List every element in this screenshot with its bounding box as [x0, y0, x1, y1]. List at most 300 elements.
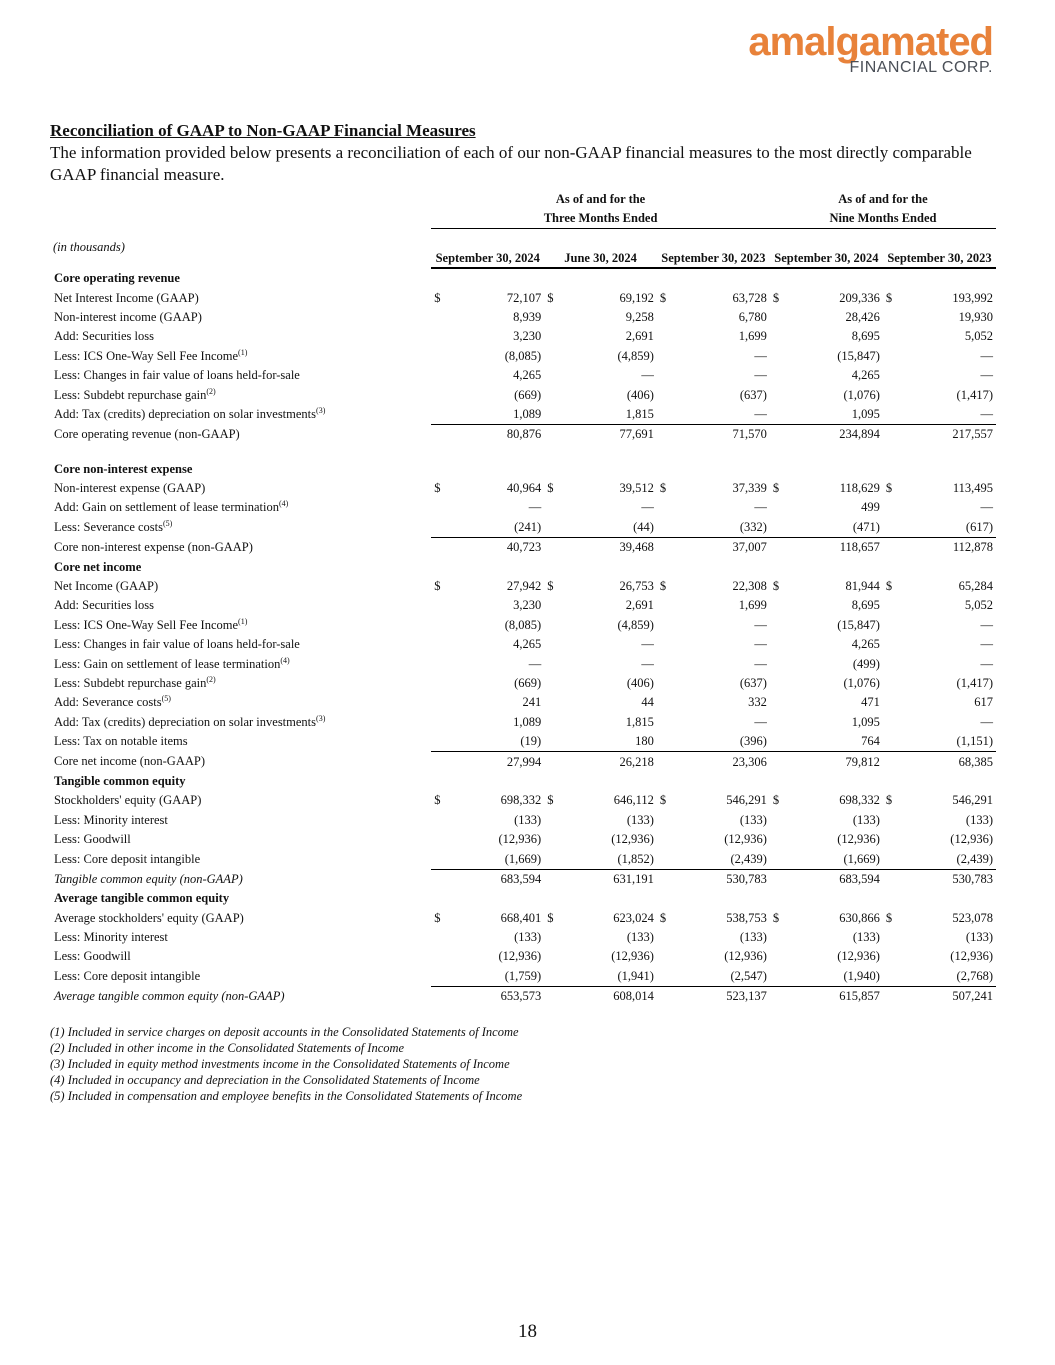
row-label: [50, 327, 431, 346]
currency-cell: [770, 538, 784, 558]
section-heading: Reconciliation of GAAP to Non-GAAP Financial Measures: [50, 121, 476, 140]
value-cell: 698,332: [500, 793, 542, 808]
footnote-ref: (2): [206, 674, 216, 684]
empty-cell: [431, 268, 445, 288]
row-label: [50, 308, 431, 327]
value-cell: 698,332: [839, 793, 880, 808]
value-cell: 615,857: [784, 987, 883, 1007]
empty-cell: [657, 268, 671, 288]
currency-cell: [544, 308, 558, 327]
currency-cell: [657, 327, 671, 346]
empty-cell: [559, 557, 657, 576]
row-label: [50, 347, 431, 366]
currency-cell: [431, 967, 445, 987]
value-cell: 608,014: [559, 987, 657, 1007]
row-label: [50, 752, 431, 772]
currency-cell: [657, 616, 671, 635]
row-label-text: Less: Gain on settlement of lease termination: [54, 656, 281, 671]
row-label: [50, 889, 431, 908]
row-label-text: Less: ICS One-Way Sell Fee Income: [54, 348, 239, 363]
currency-cell: [431, 327, 445, 346]
total-row: [50, 869, 996, 889]
currency-cell: [544, 967, 558, 987]
value-cell: 217,557: [897, 425, 996, 445]
currency-cell: $: [885, 481, 893, 496]
value-cell: —: [754, 368, 767, 383]
empty-cell: [657, 460, 671, 479]
currency-cell: [883, 967, 897, 987]
currency-cell: [883, 518, 897, 538]
empty-cell: [559, 460, 657, 479]
value-cell: —: [980, 406, 993, 421]
row-label: [50, 791, 431, 810]
row-label-text: Less: Changes in fair value of loans held-for-sale: [54, 637, 300, 652]
footnote: (1) Included in service charges on deposit accounts in the Consolidated Statements of Income: [50, 1025, 519, 1039]
row-label: [50, 869, 431, 889]
row-label-text: Less: Goodwill: [54, 832, 131, 847]
value-cell: (669): [514, 676, 542, 690]
value-cell: (2,439): [730, 851, 767, 866]
currency-cell: $: [547, 910, 554, 925]
row-label: [50, 366, 431, 385]
value-cell: (1,151): [956, 734, 993, 749]
row-label-text: Add: Gain on settlement of lease termination: [54, 500, 279, 515]
value-cell: 530,783: [897, 869, 996, 889]
value-cell: (2,547): [730, 968, 767, 983]
value-cell: (2,768): [956, 968, 993, 983]
currency-cell: [657, 752, 671, 772]
row-label: [50, 557, 431, 576]
value-cell: —: [980, 348, 993, 363]
currency-cell: $: [772, 793, 780, 808]
currency-cell: [544, 518, 558, 538]
value-cell: (406): [626, 676, 654, 690]
value-cell: 668,401: [500, 910, 542, 925]
row-label-text: Core net income (non-GAAP): [54, 754, 206, 769]
currency-cell: [431, 405, 445, 425]
table-row: [50, 308, 996, 327]
group-nine-months-line2: Nine Months Ended: [770, 209, 996, 229]
row-label-text: Average tangible common equity (non-GAAP): [54, 989, 285, 1003]
value-cell: —: [980, 714, 993, 729]
currency-cell: [544, 366, 558, 385]
value-cell: 5,052: [964, 598, 993, 613]
value-cell: 241: [522, 695, 542, 710]
value-cell: 68,385: [897, 752, 996, 772]
value-cell: (133): [739, 812, 767, 827]
value-cell: (499): [852, 656, 880, 671]
value-cell: —: [980, 637, 993, 652]
value-cell: —: [528, 500, 542, 515]
value-cell: —: [980, 368, 993, 383]
currency-cell: [544, 811, 558, 830]
empty-cell: [544, 268, 558, 288]
value-cell: 71,570: [671, 425, 770, 445]
empty-cell: [784, 889, 883, 908]
value-cell: (133): [739, 930, 767, 945]
currency-cell: [770, 967, 784, 987]
currency-cell: [883, 498, 897, 517]
currency-cell: [883, 849, 897, 869]
value-cell: 1,095: [851, 714, 880, 729]
row-label-text: Stockholders' equity (GAAP): [54, 793, 202, 808]
value-cell: —: [528, 656, 542, 671]
value-cell: 631,191: [559, 869, 657, 889]
currency-cell: [770, 693, 784, 712]
currency-cell: [544, 538, 558, 558]
currency-cell: [883, 347, 897, 366]
currency-cell: [770, 928, 784, 947]
currency-cell: [657, 674, 671, 693]
empty-cell: [770, 772, 784, 791]
row-label-text: Less: Subdebt repurchase gain: [54, 387, 207, 402]
value-cell: (332): [739, 519, 767, 534]
value-cell: 69,192: [619, 290, 654, 305]
value-cell: (15,847): [837, 348, 880, 363]
table-row: [50, 366, 996, 385]
currency-cell: [657, 967, 671, 987]
value-cell: 530,783: [671, 869, 770, 889]
logo-wordmark: amalgamated: [748, 20, 993, 64]
table-row: [50, 288, 996, 307]
row-label-text: Less: Subdebt repurchase gain: [54, 676, 207, 690]
row-label-text: Less: Minority interest: [54, 930, 168, 945]
value-cell: 4,265: [513, 368, 542, 383]
row-label: [50, 498, 431, 517]
value-cell: (15,847): [837, 617, 880, 632]
row-label: [50, 616, 431, 635]
currency-cell: [657, 538, 671, 558]
value-cell: 4,265: [851, 368, 880, 383]
value-cell: —: [641, 656, 654, 671]
currency-cell: [544, 713, 558, 732]
value-cell: 4,265: [851, 637, 880, 652]
currency-cell: [544, 674, 558, 693]
footnote-ref: (3): [316, 406, 326, 416]
row-label-text: Less: Severance costs: [54, 520, 163, 535]
currency-cell: [883, 732, 897, 752]
empty-cell: [671, 460, 770, 479]
row-label-text: Add: Tax (credits) depreciation on solar investments: [54, 714, 317, 729]
currency-cell: [883, 616, 897, 635]
currency-cell: [431, 732, 445, 752]
value-cell: 209,336: [839, 290, 880, 305]
row-label: [50, 405, 431, 425]
value-cell: 79,812: [784, 752, 883, 772]
currency-cell: $: [659, 793, 667, 808]
footnote: (4) Included in occupancy and depreciation in the Consolidated Statements of Income: [50, 1073, 480, 1087]
value-cell: 523,137: [671, 987, 770, 1007]
value-cell: (12,936): [837, 832, 880, 847]
value-cell: 72,107: [506, 290, 542, 305]
row-label-text: Less: ICS One-Way Sell Fee Income: [54, 617, 239, 632]
table-row: [50, 518, 996, 538]
currency-cell: $: [434, 793, 441, 808]
currency-cell: $: [659, 481, 667, 496]
currency-cell: [544, 385, 558, 404]
currency-cell: [431, 693, 445, 712]
value-cell: (133): [852, 930, 880, 945]
currency-cell: [431, 385, 445, 404]
table-row: [50, 830, 996, 849]
value-cell: (12,936): [724, 949, 767, 964]
value-cell: (133): [626, 930, 654, 945]
empty-cell: [559, 889, 657, 908]
value-cell: (637): [739, 387, 767, 402]
value-cell: (8,085): [504, 617, 542, 632]
currency-cell: [431, 635, 445, 654]
value-cell: (2,439): [956, 851, 993, 866]
table-row: [50, 928, 996, 947]
currency-cell: [883, 538, 897, 558]
currency-cell: $: [434, 481, 441, 496]
value-cell: (406): [626, 387, 654, 402]
row-label-text: Average stockholders' equity (GAAP): [54, 910, 244, 925]
row-label: [50, 635, 431, 654]
table-row: [50, 947, 996, 966]
currency-cell: [657, 987, 671, 1007]
footnote-ref: (2): [206, 386, 216, 396]
value-cell: 623,024: [613, 910, 654, 925]
currency-cell: [770, 674, 784, 693]
empty-cell: [544, 772, 558, 791]
empty-cell: [671, 772, 770, 791]
currency-cell: [770, 366, 784, 385]
row-label: [50, 732, 431, 752]
currency-cell: [544, 347, 558, 366]
spacer-cell: [50, 445, 996, 460]
row-label: [50, 460, 431, 479]
currency-cell: [431, 538, 445, 558]
currency-cell: [431, 674, 445, 693]
value-cell: —: [641, 500, 654, 515]
currency-cell: $: [885, 793, 893, 808]
column-header: June 30, 2024: [544, 229, 657, 269]
currency-cell: [883, 366, 897, 385]
currency-cell: [431, 849, 445, 869]
row-label: [50, 830, 431, 849]
empty-cell: [446, 889, 545, 908]
currency-cell: [544, 947, 558, 966]
currency-cell: [544, 752, 558, 772]
currency-cell: [657, 849, 671, 869]
empty-cell: [544, 460, 558, 479]
currency-cell: [657, 366, 671, 385]
currency-cell: [770, 987, 784, 1007]
row-label: [50, 425, 431, 445]
row-label-text: Non-interest income (GAAP): [54, 309, 202, 324]
row-label: [50, 479, 431, 498]
currency-cell: [544, 498, 558, 517]
footnote: (3) Included in equity method investments income in the Consolidated Statements of Income: [50, 1057, 510, 1071]
row-label-text: Core non-interest expense: [54, 461, 193, 476]
empty-cell: [883, 557, 897, 576]
currency-cell: [431, 830, 445, 849]
currency-cell: $: [659, 290, 667, 305]
currency-cell: [770, 654, 784, 673]
row-label-text: Add: Tax (credits) depreciation on solar investments: [54, 407, 317, 422]
empty-cell: [431, 557, 445, 576]
value-cell: 471: [861, 695, 880, 710]
currency-cell: [883, 327, 897, 346]
value-cell: (12,936): [837, 949, 880, 964]
currency-cell: [431, 869, 445, 889]
value-cell: 40,964: [506, 481, 542, 496]
group-three-months-line1: As of and for the: [555, 192, 646, 206]
column-header-row: [50, 229, 996, 269]
row-label-text: Net Interest Income (GAAP): [54, 290, 199, 305]
currency-cell: [770, 498, 784, 517]
company-logo: [748, 22, 993, 76]
currency-cell: [657, 498, 671, 517]
currency-cell: [431, 308, 445, 327]
row-label: [50, 577, 431, 596]
intro-paragraph: The information provided below presents a reconciliation of each of our non-GAAP financial measures to the most directly comparable GAAP financial measure.: [50, 143, 972, 184]
currency-cell: [770, 752, 784, 772]
value-cell: (1,417): [956, 676, 993, 690]
currency-cell: [770, 830, 784, 849]
currency-cell: [431, 518, 445, 538]
currency-cell: [883, 752, 897, 772]
table-row: [50, 811, 996, 830]
value-cell: 523,078: [952, 910, 993, 925]
value-cell: 65,284: [958, 579, 993, 594]
table-row: [50, 347, 996, 366]
currency-cell: $: [547, 290, 554, 305]
empty-cell: [897, 772, 996, 791]
empty-cell: [897, 460, 996, 479]
currency-cell: $: [772, 290, 780, 305]
value-cell: 22,308: [732, 579, 767, 594]
currency-cell: [770, 732, 784, 752]
currency-cell: [770, 869, 784, 889]
empty-cell: [544, 889, 558, 908]
value-cell: (1,941): [617, 968, 654, 983]
value-cell: 118,629: [839, 481, 880, 496]
currency-cell: [544, 635, 558, 654]
row-label-text: Less: Core deposit intangible: [54, 969, 201, 984]
value-cell: —: [641, 368, 654, 383]
row-label: [50, 596, 431, 615]
value-cell: 4,265: [513, 637, 542, 652]
empty-cell: [446, 460, 545, 479]
value-cell: 26,218: [559, 752, 657, 772]
footnote-ref: (5): [161, 694, 171, 704]
currency-cell: [544, 425, 558, 445]
currency-cell: $: [659, 910, 667, 925]
value-cell: 630,866: [839, 910, 880, 925]
currency-cell: $: [547, 481, 554, 496]
currency-cell: $: [885, 579, 893, 594]
value-cell: (1,417): [956, 387, 993, 402]
row-label: [50, 654, 431, 673]
table-row: [50, 405, 996, 425]
value-cell: 8,695: [851, 598, 880, 613]
table-row: [50, 967, 996, 987]
currency-cell: [657, 947, 671, 966]
table-row: [50, 635, 996, 654]
currency-cell: [883, 308, 897, 327]
currency-cell: [883, 405, 897, 425]
value-cell: —: [754, 656, 767, 671]
value-cell: 6,780: [738, 309, 767, 324]
currency-cell: [431, 616, 445, 635]
value-cell: —: [754, 617, 767, 632]
value-cell: (12,936): [950, 832, 993, 847]
currency-cell: [883, 928, 897, 947]
currency-cell: [883, 674, 897, 693]
empty-cell: [883, 772, 897, 791]
currency-cell: [770, 849, 784, 869]
row-label: [50, 967, 431, 987]
currency-cell: [770, 425, 784, 445]
value-cell: 1,095: [851, 406, 880, 421]
empty-cell: [671, 889, 770, 908]
value-cell: —: [754, 406, 767, 421]
value-cell: 39,512: [619, 481, 654, 496]
table-row: [50, 654, 996, 673]
value-cell: 26,753: [619, 579, 654, 594]
total-row: [50, 538, 996, 558]
empty-cell: [559, 268, 657, 288]
footnotes: [50, 1024, 522, 1104]
footnote-ref: (4): [280, 655, 290, 665]
currency-cell: [770, 635, 784, 654]
total-row: [50, 425, 996, 445]
value-cell: —: [980, 617, 993, 632]
currency-cell: [657, 928, 671, 947]
empty-cell: [784, 557, 883, 576]
value-cell: (617): [965, 519, 993, 534]
empty-cell: [784, 268, 883, 288]
empty-cell: [657, 772, 671, 791]
row-label: [50, 947, 431, 966]
value-cell: (669): [514, 387, 542, 402]
value-cell: 8,695: [851, 329, 880, 344]
value-cell: (4,859): [617, 617, 654, 632]
currency-cell: [431, 654, 445, 673]
currency-cell: [657, 405, 671, 425]
currency-cell: [770, 596, 784, 615]
footnote-ref: (3): [316, 713, 326, 723]
value-cell: 44: [641, 695, 654, 710]
currency-cell: [431, 713, 445, 732]
value-cell: 28,426: [845, 309, 880, 324]
value-cell: (1,076): [843, 676, 880, 690]
value-cell: 113,495: [952, 481, 993, 496]
currency-cell: [770, 327, 784, 346]
table-row: [50, 909, 996, 928]
currency-cell: [431, 811, 445, 830]
value-cell: (44): [633, 519, 654, 534]
value-cell: 2,691: [625, 329, 654, 344]
currency-cell: [770, 347, 784, 366]
value-cell: 507,241: [897, 987, 996, 1007]
total-row: [50, 987, 996, 1007]
value-cell: (12,936): [611, 832, 654, 847]
footnote-ref: (1): [238, 347, 248, 357]
currency-cell: $: [772, 481, 780, 496]
column-header: September 30, 2024: [431, 229, 544, 269]
table-row: [50, 713, 996, 732]
currency-cell: [770, 616, 784, 635]
currency-cell: [657, 732, 671, 752]
empty-cell: [446, 772, 545, 791]
currency-cell: $: [434, 910, 441, 925]
group-header-row-2: [50, 209, 996, 229]
currency-cell: [770, 811, 784, 830]
currency-cell: [770, 518, 784, 538]
